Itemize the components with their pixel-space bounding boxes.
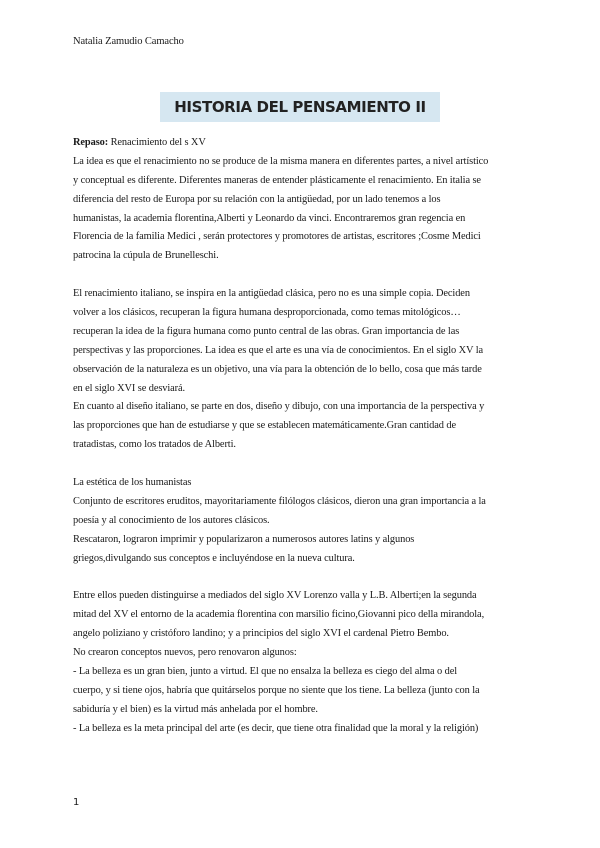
text-line: Florencia de la familia Medici , serán protectores y promotores de artistas, escritores ;Cosme Medici bbox=[73, 231, 481, 243]
text-line: sabiduría y el bien) es la virtud más anhelada por el hombre. bbox=[73, 703, 318, 715]
text-line: diferencia del resto de Europa por su relación con la antigüedad, por un lado tenemos a los bbox=[73, 193, 441, 205]
text-line: La estética de los humanistas bbox=[73, 477, 192, 489]
text-line: poesía y al conocimiento de los autores clásicos. bbox=[73, 514, 270, 526]
text-line: angelo poliziano y cristóforo landino; y a principios del siglo XVI el cardenal Pietro Bembo. bbox=[73, 628, 449, 640]
text-line: las proporciones que han de estudiarse y que se establecen matemáticamente.Gran cantidad de bbox=[73, 420, 456, 432]
text-line: - La belleza es la meta principal del arte (es decir, que tiene otra finalidad que la moral y la religión) bbox=[73, 722, 479, 734]
paragraph-gap bbox=[73, 455, 528, 474]
document-title: HISTORIA DEL PENSAMIENTO II bbox=[174, 98, 426, 116]
paragraph-gap bbox=[73, 568, 528, 587]
text-line: tratadistas, como los tratados de Alberti. bbox=[73, 439, 236, 451]
text-line: perspectivas y las proporciones. La idea es que el arte es una vía de conocimientos. En el siglo XV la bbox=[73, 344, 484, 356]
text-line: en el siglo XVI se desviará. bbox=[73, 382, 186, 394]
text-line: En cuanto al diseño italiano, se parte en dos, diseño y dibujo, con una importancia de la perspectiva y bbox=[73, 401, 485, 413]
text-line: Conjunto de escritores eruditos, mayoritariamente filólogos clásicos, dieron una gran importancia a la bbox=[73, 495, 486, 507]
title-highlight bbox=[160, 92, 440, 122]
text-line: patrocina la cúpula de Brunelleschi. bbox=[73, 250, 219, 262]
text-line: mitad del XV el entorno de la academia florentina con marsilio ficino,Giovanni pico della mirandola, bbox=[73, 609, 485, 621]
text-line: volver a los clásicos, recuperan la figura humana desproporcionada, como temas mitológicos… bbox=[73, 307, 461, 319]
text-line: Entre ellos pueden distinguirse a mediados del siglo XV Lorenzo valla y L.B. Alberti;en la segunda bbox=[73, 590, 477, 602]
text-line: No crearon conceptos nuevos, pero renovaron algunos: bbox=[73, 647, 297, 659]
repaso-label: Repaso: bbox=[73, 137, 109, 148]
text-line: La idea es que el renacimiento no se produce de la misma manera en diferentes partes, a nivel artístico bbox=[73, 155, 489, 167]
text-line: Rescataron, lograron imprimir y popularizaron a numerosos autores latins y algunos bbox=[73, 533, 415, 545]
document-body bbox=[73, 134, 528, 739]
body-paragraphs bbox=[73, 153, 528, 739]
text-line: recuperan la idea de la figura humana como punto central de las obras. Gran importancia de las bbox=[73, 325, 460, 337]
page-number: 1 bbox=[73, 797, 80, 808]
text-line: - La belleza es un gran bien, junto a virtud. El que no ensalza la belleza es ciego del alma o del bbox=[73, 665, 458, 677]
repaso-line bbox=[73, 134, 528, 153]
paragraph-gap bbox=[73, 266, 528, 285]
text-line: observación de la naturaleza es un objetivo, una vía para la obtención de lo bello, cosa que más tarde bbox=[73, 363, 482, 375]
text-line: griegos,divulgando sus conceptos e incluyéndose en la nueva cultura. bbox=[73, 552, 355, 564]
repaso-text: Renacimiento del s XV bbox=[110, 137, 206, 148]
author-name: Natalia Zamudio Camacho bbox=[73, 36, 184, 47]
text-line: cuerpo, y si tiene ojos, habría que quitárselos porque no siente que los tiene. La belleza (junto con la bbox=[73, 684, 480, 696]
text-line: El renacimiento italiano, se inspira en la antigüedad clásica, pero no es una simple copia. Deciden bbox=[73, 288, 470, 300]
text-line: y conceptual es diferente. Diferentes maneras de entender plásticamente el renacimiento. En italia se bbox=[73, 174, 481, 186]
text-line: humanistas, la academia florentina,Alberti y Leonardo da vinci. Encontraremos gran regencia en bbox=[73, 212, 466, 224]
